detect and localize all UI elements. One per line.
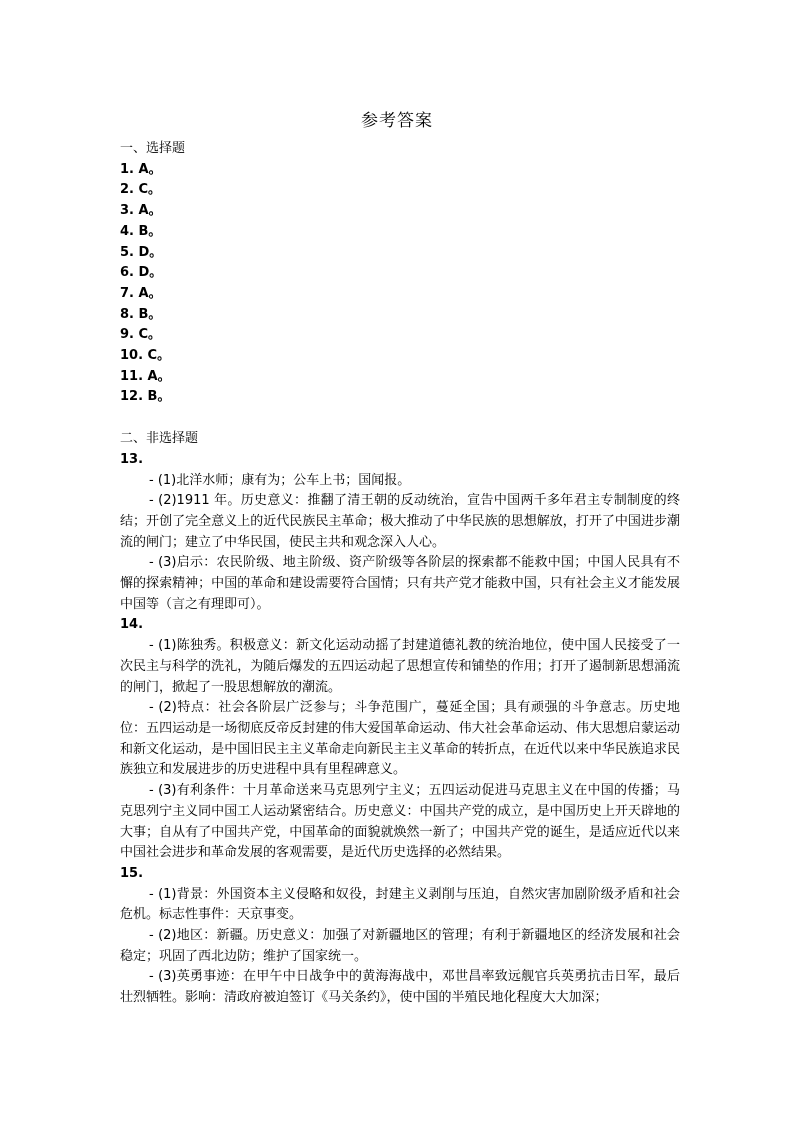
answer-content [120, 139, 680, 1009]
section-gap [120, 408, 680, 429]
answer-part: - (2)特点：社会各阶层广泛参与；斗争范围广，蔓延全国；具有顽强的斗争意志。历史地位：五四运动是一场彻底反帝反封建的伟大爱国革命运动、伟大社会革命运动、伟大思想启蒙运动和新文化运动，是中国旧民主主义革命走向新民主主义革命的转折点，在近代以来中华民族追求民族独立和发展进步的历史进程中具有里程碑意义。 [120, 700, 680, 778]
answer-part: - (3)启示：农民阶级、地主阶级、资产阶级等各阶层的探索都不能救中国；中国人民具有不懈的探索精神；中国的革命和建设需要符合国情；只有共产党才能救中国，只有社会主义才能发展中国等（言之有理即可）。 [120, 555, 680, 612]
question-14 [120, 615, 680, 863]
choice-answer: 2. C。 [120, 182, 162, 198]
section-heading-nonchoice: 二、非选择题 [120, 431, 199, 447]
question-number: 15. [120, 865, 144, 881]
answer-part: - (2)1911 年。历史意义：推翻了清王朝的反动统治，宣告中国两千多年君主专制制度的终结；开创了完全意义上的近代民族民主革命；极大推动了中华民族的思想解放，打开了中国进步潮流的闸门；建立了中华民国，使民主共和观念深入人心。 [120, 493, 680, 550]
choice-answer: 4. B。 [120, 223, 162, 239]
question-13 [120, 450, 680, 616]
choice-answer: 11. A。 [120, 368, 171, 384]
choice-answer: 12. B。 [120, 389, 171, 405]
answer-part: - (3)英勇事迹：在甲午中日战争中的黄海海战中，邓世昌率致远舰官兵英勇抗击日军，最后壮烈牺牲。影响：清政府被迫签订《马关条约》，使中国的半殖民地化程度大大加深； [120, 969, 680, 1006]
choice-answer: 5. D。 [120, 244, 163, 260]
choice-answer: 9. C。 [120, 327, 162, 343]
answer-part: - (1)陈独秀。积极意义：新文化运动动摇了封建道德礼教的统治地位，使中国人民接受了一次民主与科学的洗礼，为随后爆发的五四运动起了思想宣传和铺垫的作用；打开了遏制新思想涌流的闸门，掀起了一股思想解放的潮流。 [120, 638, 680, 695]
choice-answer: 10. C。 [120, 348, 171, 364]
choice-answer: 6. D。 [120, 265, 163, 281]
choice-answer: 8. B。 [120, 306, 162, 322]
answer-part: - (3)有利条件：十月革命送来马克思列宁主义；五四运动促进马克思主义在中国的传播；马克思列宁主义同中国工人运动紧密结合。历史意义：中国共产党的成立，是中国历史上开天辟地的大事；自从有了中国共产党，中国革命的面貌就焕然一新了；中国共产党的诞生，是适应近代以来中国社会进步和革命发展的客观需要，是近代历史选择的必然结果。 [120, 783, 680, 861]
section-heading-choice: 一、选择题 [120, 141, 186, 156]
answer-part: - (2)地区：新疆。历史意义：加强了对新疆地区的管理；有利于新疆地区的经济发展和社会稳定；巩固了西北边防；维护了国家统一。 [120, 928, 680, 964]
choice-answer: 3. A。 [120, 203, 162, 219]
choice-answer-list [120, 160, 680, 408]
question-number: 14. [120, 617, 144, 633]
answer-part: - (1)背景：外国资本主义侵略和奴役，封建主义剥削与压迫，自然灾害加剧阶级矛盾和社会危机。标志性事件：天京事变。 [120, 886, 680, 923]
question-15 [120, 864, 680, 1009]
question-number: 13. [120, 451, 144, 467]
page-title: 参考答案 [361, 111, 433, 131]
choice-answer: 7. A。 [120, 285, 162, 301]
answer-part: - (1)北洋水师；康有为；公车上书；国闻报。 [149, 472, 411, 488]
choice-answer: 1. A。 [120, 161, 162, 177]
